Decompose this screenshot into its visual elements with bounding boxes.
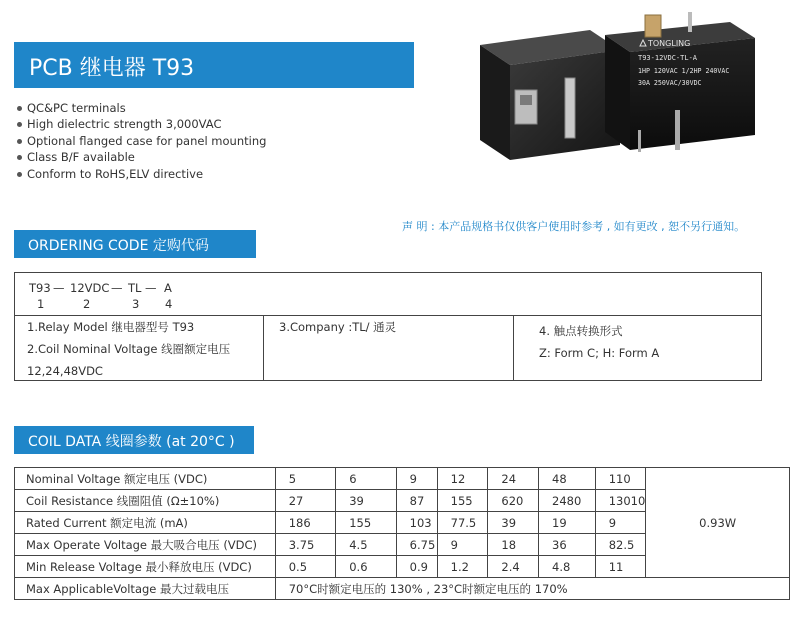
table-cell: 620 <box>488 490 539 512</box>
table-cell: 3.75 <box>275 534 336 556</box>
feature-item: High dielectric strength 3,000VAC <box>16 116 266 132</box>
feature-item: Class B/F available <box>16 149 266 165</box>
ordering-voltage-values: 12,24,48VDC <box>27 364 103 378</box>
table-row <box>15 468 790 490</box>
relay-rating-line2: 30A 250VAC/30VDC <box>638 79 702 87</box>
table-cell: 0.5 <box>275 556 336 578</box>
page-title: PCB 继电器 T93 <box>29 56 195 81</box>
feature-item: Optional flanged case for panel mounting <box>16 133 266 149</box>
relay-brand-label: TONGLING <box>648 39 691 48</box>
page-title-banner <box>14 42 414 88</box>
coil-data-banner <box>14 426 254 454</box>
feature-list <box>16 100 266 182</box>
relay-model-label: T93-12VDC-TL-A <box>638 54 698 62</box>
table-cell: 1.2 <box>437 556 488 578</box>
ordering-form-values: Z: Form C; H: Form A <box>539 346 660 360</box>
table-cell: 110 <box>595 468 646 490</box>
table-row <box>15 578 790 600</box>
table-cell: 0.6 <box>336 556 396 578</box>
code-dash: — <box>145 281 157 295</box>
table-cell: 13010 <box>595 490 646 512</box>
ordering-code-banner <box>14 230 256 258</box>
ordering-company-text: 3.Company :TL/ 通灵 <box>279 320 397 334</box>
table-cell: 87 <box>396 490 437 512</box>
table-cell: 9 <box>437 534 488 556</box>
ordering-voltage-text: 2.Coil Nominal Voltage 线圈额定电压 <box>27 342 231 356</box>
table-cell: 6.75 <box>396 534 437 556</box>
code-model: T93 <box>29 281 51 295</box>
code-company: TL <box>128 281 142 295</box>
table-cell: 186 <box>275 512 336 534</box>
table-divider <box>263 316 264 380</box>
table-cell: 155 <box>437 490 488 512</box>
row-label: Max ApplicableVoltage 最大过载电压 <box>15 578 276 600</box>
row-label: Rated Current 额定电流 (mA) <box>15 512 276 534</box>
row-label: Min Release Voltage 最小释放电压 (VDC) <box>15 556 276 578</box>
code-index: 1 <box>37 297 45 311</box>
table-cell: 4.5 <box>336 534 396 556</box>
code-dash: — <box>111 281 123 295</box>
table-divider <box>513 316 514 380</box>
max-voltage-cell: 70°C时额定电压的 130% , 23°C时额定电压的 170% <box>275 578 789 600</box>
code-index: 3 <box>132 297 140 311</box>
table-cell: 24 <box>488 468 539 490</box>
table-cell: 155 <box>336 512 396 534</box>
table-cell: 9 <box>396 468 437 490</box>
code-form: A <box>164 281 172 295</box>
code-index: 4 <box>165 297 173 311</box>
table-cell: 77.5 <box>437 512 488 534</box>
table-cell: 6 <box>336 468 396 490</box>
table-cell: 48 <box>539 468 596 490</box>
coil-data-heading: COIL DATA 线圈参数 (at 20°C ) <box>28 434 235 450</box>
ordering-col-form <box>539 316 759 380</box>
table-cell: 27 <box>275 490 336 512</box>
table-cell: 2480 <box>539 490 596 512</box>
relay-product-image <box>470 10 780 180</box>
table-cell: 82.5 <box>595 534 646 556</box>
table-cell: 2.4 <box>488 556 539 578</box>
table-cell: 18 <box>488 534 539 556</box>
row-label: Nominal Voltage 额定电压 (VDC) <box>15 468 276 490</box>
table-cell: 9 <box>595 512 646 534</box>
ordering-col-company <box>279 316 509 380</box>
table-cell: 0.9 <box>396 556 437 578</box>
table-cell: 4.8 <box>539 556 596 578</box>
row-label: Max Operate Voltage 最大吸合电压 (VDC) <box>15 534 276 556</box>
table-cell: 19 <box>539 512 596 534</box>
disclaimer-text: 声 明 : 本产品规格书仅供客户使用时参考 , 如有更改 , 恕不另行通知。 <box>402 220 746 233</box>
ordering-code-table <box>14 272 762 381</box>
table-cell: 39 <box>488 512 539 534</box>
ordering-form-title: 4. 触点转换形式 <box>539 324 623 338</box>
ordering-code-heading: ORDERING CODE 定购代码 <box>28 238 209 254</box>
feature-item: QC&PC terminals <box>16 100 266 116</box>
code-voltage: 12VDC <box>70 281 110 295</box>
ordering-model-text: 1.Relay Model 继电器型号 T93 <box>27 320 195 334</box>
feature-item: Conform to RoHS,ELV directive <box>16 166 266 182</box>
coil-power-cell: 0.93W <box>646 468 790 578</box>
code-index: 2 <box>83 297 91 311</box>
table-cell: 36 <box>539 534 596 556</box>
table-cell: 12 <box>437 468 488 490</box>
table-cell: 11 <box>595 556 646 578</box>
table-cell: 103 <box>396 512 437 534</box>
ordering-code-row <box>15 273 761 316</box>
code-dash: — <box>53 281 65 295</box>
row-label: Coil Resistance 线圈阻值 (Ω±10%) <box>15 490 276 512</box>
table-cell: 5 <box>275 468 336 490</box>
coil-data-table <box>14 467 790 600</box>
ordering-col-model-voltage <box>27 316 262 380</box>
relay-rating-line1: 1HP 120VAC 1/2HP 240VAC <box>638 67 730 75</box>
table-cell: 39 <box>336 490 396 512</box>
